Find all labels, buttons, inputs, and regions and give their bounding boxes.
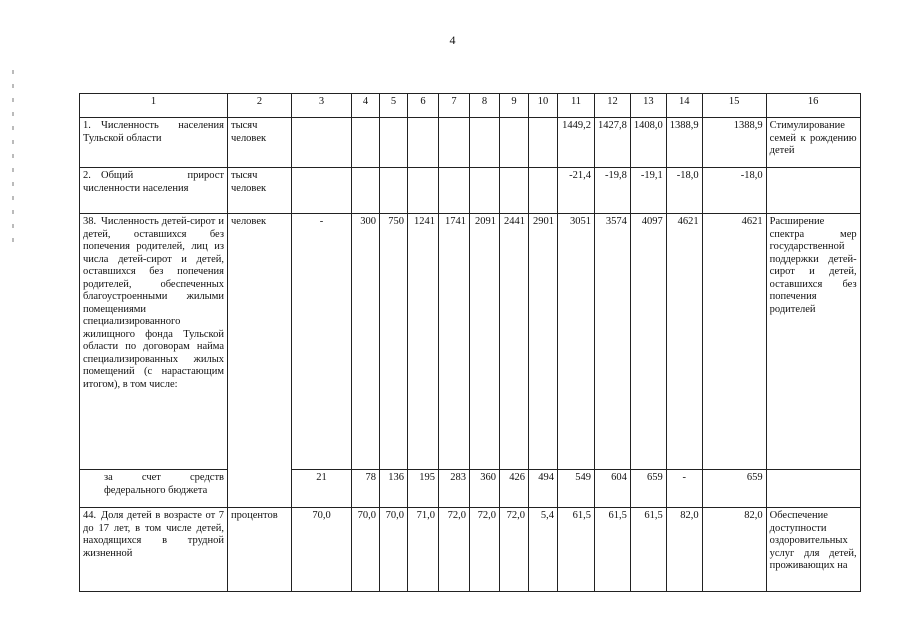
value-cell	[292, 118, 352, 168]
indicators-table	[79, 93, 861, 592]
value-cell: 71,0	[408, 508, 439, 592]
unit-cell: человек	[228, 214, 292, 508]
value-cell: -	[666, 470, 702, 508]
value-cell: 21	[292, 470, 352, 508]
value-cell: 300	[352, 214, 380, 470]
table-row	[80, 118, 861, 168]
table-row	[80, 214, 861, 470]
value-cell: 283	[439, 470, 470, 508]
col-header: 14	[666, 94, 702, 118]
value-cell	[470, 118, 500, 168]
value-cell	[529, 118, 558, 168]
value-cell: 360	[470, 470, 500, 508]
unit-cell: тысяч человек	[228, 168, 292, 214]
value-cell	[352, 168, 380, 214]
value-cell: 82,0	[702, 508, 766, 592]
col-header: 7	[439, 94, 470, 118]
value-cell: 3051	[558, 214, 595, 470]
value-cell: 2091	[470, 214, 500, 470]
value-cell: 72,0	[439, 508, 470, 592]
indicator-name-cell	[80, 508, 228, 592]
value-cell	[439, 118, 470, 168]
value-cell: 1241	[408, 214, 439, 470]
indicator-name: Численность детей-сирот и детей, оставшихся без попечения родителей, лиц из числа детей-сирот и детей, оставшихся без попечения родителей, обеспеченных благоустроенными жилыми помещениями специализированного жилищного фонда Тульской области по договорам найма специализированных жилых помещений (с нарастающим итогом), в том числе:	[83, 216, 224, 390]
value-cell	[529, 168, 558, 214]
value-cell: 78	[352, 470, 380, 508]
value-cell	[380, 118, 408, 168]
value-cell: 659	[630, 470, 666, 508]
table-row	[80, 508, 861, 592]
value-cell: 72,0	[470, 508, 500, 592]
col-header: 13	[630, 94, 666, 118]
value-cell: -21,4	[558, 168, 595, 214]
value-cell: 3574	[595, 214, 631, 470]
page-number: 4	[449, 33, 456, 47]
value-cell: -19,1	[630, 168, 666, 214]
value-cell: -18,0	[666, 168, 702, 214]
row-index: 1.	[83, 120, 91, 131]
value-cell: 604	[595, 470, 631, 508]
value-cell: 750	[380, 214, 408, 470]
value-cell: 2441	[500, 214, 529, 470]
value-cell: 5,4	[529, 508, 558, 592]
value-cell: 1449,2	[558, 118, 595, 168]
indicator-name: за счет средств федерального бюджета	[104, 472, 224, 496]
value-cell: 2901	[529, 214, 558, 470]
col-header: 9	[500, 94, 529, 118]
value-cell: 136	[380, 470, 408, 508]
value-cell: 70,0	[292, 508, 352, 592]
unit-cell: тысяч человек	[228, 118, 292, 168]
indicator-name-cell	[80, 118, 228, 168]
indicator-name-cell	[80, 214, 228, 470]
col-header: 15	[702, 94, 766, 118]
col-header: 10	[529, 94, 558, 118]
value-cell: 549	[558, 470, 595, 508]
value-cell: 61,5	[558, 508, 595, 592]
row-index: 44.	[83, 510, 97, 521]
indicator-name-cell	[80, 470, 228, 508]
col-header: 2	[228, 94, 292, 118]
indicator-name: Общий прирост численности населения	[83, 170, 224, 194]
col-header: 3	[292, 94, 352, 118]
value-cell	[470, 168, 500, 214]
value-cell: 70,0	[352, 508, 380, 592]
value-cell: 4621	[666, 214, 702, 470]
col-header: 8	[470, 94, 500, 118]
note-cell: Стимулирование семей к рождению детей	[766, 118, 860, 168]
value-cell: 1427,8	[595, 118, 631, 168]
value-cell	[500, 168, 529, 214]
value-cell: 82,0	[666, 508, 702, 592]
value-cell: 70,0	[380, 508, 408, 592]
column-number-header	[80, 94, 861, 118]
table-row	[80, 470, 861, 508]
value-cell: 4097	[630, 214, 666, 470]
binding-margin-marks	[12, 70, 14, 250]
table-row	[80, 168, 861, 214]
value-cell: 1408,0	[630, 118, 666, 168]
value-cell: 1388,9	[702, 118, 766, 168]
value-cell	[439, 168, 470, 214]
note-cell: Расширение спектра мер государственной поддержки детей-сирот и детей, оставшихся без попечения родителей	[766, 214, 860, 470]
note-cell: Обеспечение доступности оздоровительных услуг для детей, проживающих на	[766, 508, 860, 592]
value-cell	[408, 118, 439, 168]
indicator-name-cell	[80, 168, 228, 214]
value-cell: -18,0	[702, 168, 766, 214]
value-cell: 72,0	[500, 508, 529, 592]
col-header: 11	[558, 94, 595, 118]
value-cell: 61,5	[630, 508, 666, 592]
value-cell	[408, 168, 439, 214]
note-cell	[766, 168, 860, 214]
indicator-name: Доля детей в возрасте от 7 до 17 лет, в том числе детей, находящихся в трудной жизненной	[83, 510, 224, 559]
value-cell	[292, 168, 352, 214]
value-cell: 1388,9	[666, 118, 702, 168]
value-cell	[500, 118, 529, 168]
value-cell: 61,5	[595, 508, 631, 592]
col-header: 16	[766, 94, 860, 118]
value-cell: -19,8	[595, 168, 631, 214]
value-cell	[380, 168, 408, 214]
row-index: 2.	[83, 170, 91, 181]
value-cell: 4621	[702, 214, 766, 470]
value-cell: 494	[529, 470, 558, 508]
value-cell: 195	[408, 470, 439, 508]
unit-cell: процентов	[228, 508, 292, 592]
value-cell: -	[292, 214, 352, 470]
col-header: 12	[595, 94, 631, 118]
col-header: 1	[80, 94, 228, 118]
indicator-name: Численность населения Тульской области	[83, 120, 224, 144]
col-header: 4	[352, 94, 380, 118]
col-header: 5	[380, 94, 408, 118]
note-cell	[766, 470, 860, 508]
row-index: 38.	[83, 216, 97, 227]
value-cell: 1741	[439, 214, 470, 470]
col-header: 6	[408, 94, 439, 118]
value-cell	[352, 118, 380, 168]
value-cell: 659	[702, 470, 766, 508]
value-cell: 426	[500, 470, 529, 508]
